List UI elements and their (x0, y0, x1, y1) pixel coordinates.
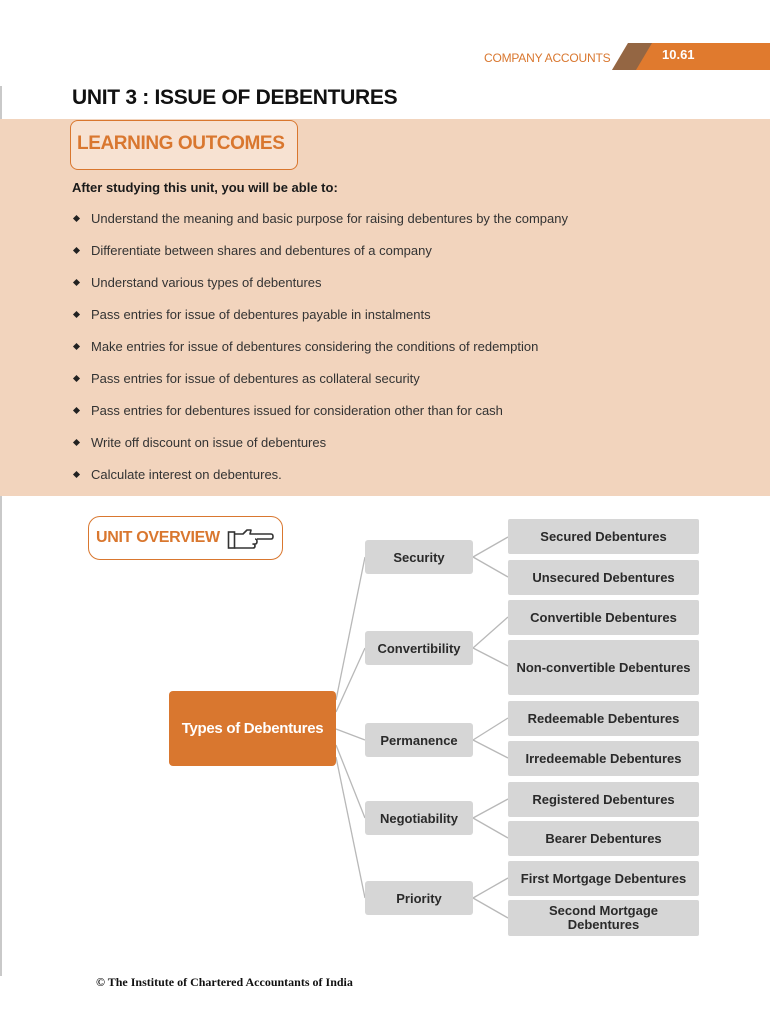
type-convertible-debentures: Convertible Debentures (508, 600, 699, 635)
outcome-item: Make entries for issue of debentures considering the conditions of redemption (72, 339, 568, 371)
outcome-item: Pass entries for issue of debentures as collateral security (72, 371, 568, 403)
category-priority: Priority (365, 881, 473, 915)
unit-overview-badge (88, 516, 283, 560)
type-bearer-debentures: Bearer Debentures (508, 821, 699, 856)
category-negotiability: Negotiability (365, 801, 473, 835)
type-first-mortgage-debentures: First Mortgage Debentures (508, 861, 699, 896)
outcome-item: Write off discount on issue of debentures (72, 435, 568, 467)
type-secured-debentures: Secured Debentures (508, 519, 699, 554)
type-irredeemable-debentures: Irredeemable Debentures (508, 741, 699, 776)
category-permanence: Permanence (365, 723, 473, 757)
learning-outcomes-badge (70, 120, 298, 170)
pointing-hand-icon (227, 526, 275, 552)
outcome-item: Calculate interest on debentures. (72, 467, 568, 499)
outcome-item: Differentiate between shares and debentures of a company (72, 243, 568, 275)
learning-outcomes-intro: After studying this unit, you will be able to: (72, 180, 338, 195)
unit-title: UNIT 3 : ISSUE OF DEBENTURES (72, 86, 398, 109)
running-header-section: COMPANY ACCOUNTS (484, 51, 611, 65)
footer-copyright: © The Institute of Chartered Accountants of India (96, 975, 353, 989)
outcome-item: Understand various types of debentures (72, 275, 568, 307)
outcome-item: Pass entries for debentures issued for consideration other than for cash (72, 403, 568, 435)
category-convertibility: Convertibility (365, 631, 473, 665)
type-second-mortgage-debentures: Second Mortgage Debentures (508, 900, 699, 936)
outcome-item: Pass entries for issue of debentures payable in instalments (72, 307, 568, 339)
type-non-convertible-debentures: Non-convertible Debentures (508, 640, 699, 695)
root-node-types-of-debentures: Types of Debentures (169, 691, 336, 766)
category-security: Security (365, 540, 473, 574)
outcome-item: Understand the meaning and basic purpose for raising debentures by the company (72, 211, 568, 243)
page-number: 10.61 (662, 47, 695, 62)
unit-overview-heading: UNIT OVERVIEW (96, 529, 220, 546)
type-redeemable-debentures: Redeemable Debentures (508, 701, 699, 736)
learning-outcomes-heading: LEARNING OUTCOMES (77, 133, 285, 154)
type-registered-debentures: Registered Debentures (508, 782, 699, 817)
learning-outcomes-list (72, 211, 568, 499)
type-unsecured-debentures: Unsecured Debentures (508, 560, 699, 595)
